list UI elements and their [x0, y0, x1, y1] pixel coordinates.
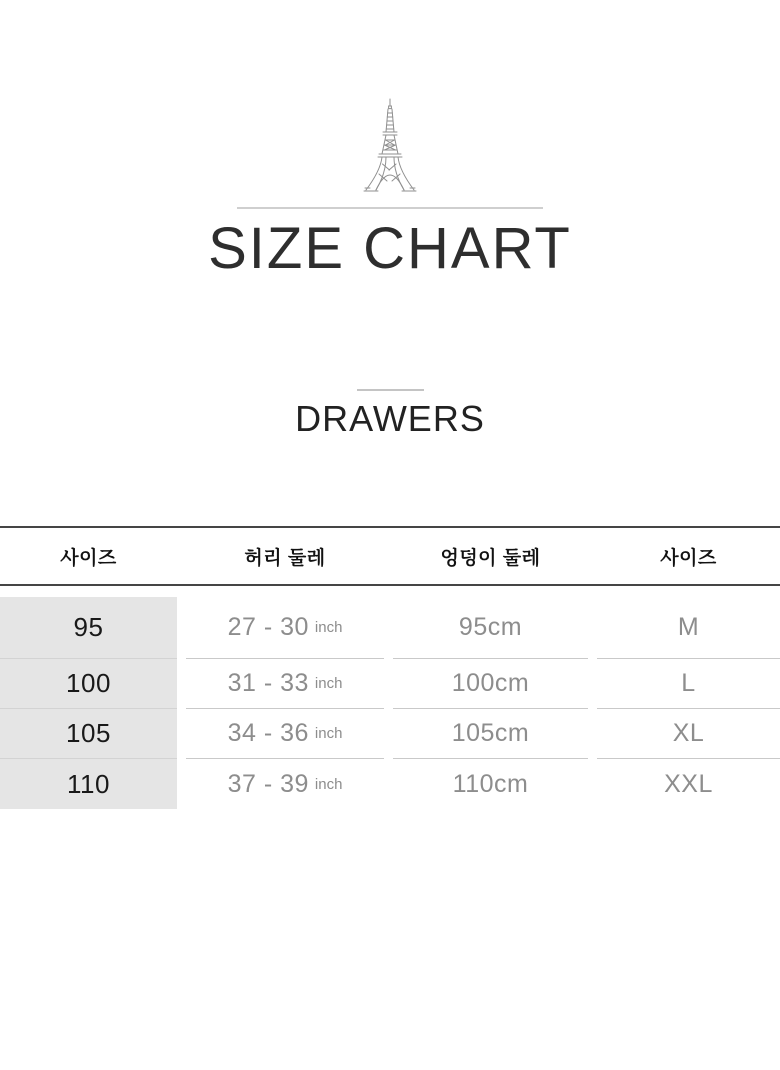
- hip-value: 105cm: [451, 719, 530, 748]
- table-body-gap: [0, 586, 780, 597]
- size-chart-page: [0, 98, 780, 1070]
- waist-value: 37 - 39: [227, 769, 309, 798]
- table-row: [0, 597, 780, 659]
- waist-unit: inch: [314, 619, 343, 637]
- eiffel-tower-sketch-icon: [354, 98, 426, 194]
- cell-hip: [393, 759, 588, 809]
- cell-waist: [186, 597, 384, 659]
- column-header-size-intl: 사이즈: [660, 547, 717, 569]
- waist-value: 31 - 33: [227, 669, 309, 698]
- cell-size-kr: 100: [0, 659, 177, 709]
- size-intl-value: M: [677, 613, 700, 642]
- hip-value: 110cm: [452, 769, 529, 798]
- waist-unit: inch: [314, 775, 343, 793]
- cell-size-intl: [597, 597, 780, 659]
- table-body: [0, 597, 780, 809]
- cell-size-intl: [597, 659, 780, 709]
- column-header-waist: 허리 둘레: [244, 547, 326, 569]
- cell-hip: [393, 659, 588, 709]
- cell-hip: [393, 709, 588, 759]
- title-divider-line: [237, 207, 543, 209]
- size-intl-value: L: [681, 669, 696, 698]
- product-subtitle: DRAWERS: [295, 397, 485, 439]
- size-intl-value: XL: [672, 719, 705, 748]
- cell-size-kr: 95: [0, 597, 177, 659]
- cell-size-kr: 110: [0, 759, 177, 809]
- hip-value: 100cm: [451, 669, 530, 698]
- subtitle-divider-line: [357, 389, 424, 391]
- cell-size-intl: [597, 709, 780, 759]
- cell-waist: [186, 759, 384, 809]
- cell-waist: [186, 659, 384, 709]
- waist-value: 27 - 30: [227, 613, 309, 642]
- table-header-row: [0, 526, 780, 586]
- size-table: [0, 526, 780, 809]
- column-header-hip: 엉덩이 둘레: [440, 547, 541, 569]
- cell-size-intl: [597, 759, 780, 809]
- cell-waist: [186, 709, 384, 759]
- waist-value: 34 - 36: [227, 719, 309, 748]
- hip-value: 95cm: [458, 613, 523, 642]
- column-header-size-kr: 사이즈: [60, 547, 117, 569]
- table-row: [0, 759, 780, 809]
- cell-hip: [393, 597, 588, 659]
- waist-unit: inch: [314, 725, 343, 743]
- waist-unit: inch: [314, 675, 343, 693]
- table-row: [0, 659, 780, 709]
- table-row: [0, 709, 780, 759]
- cell-size-kr: 105: [0, 709, 177, 759]
- size-intl-value: XXL: [664, 769, 713, 798]
- page-title: SIZE CHART: [208, 216, 572, 281]
